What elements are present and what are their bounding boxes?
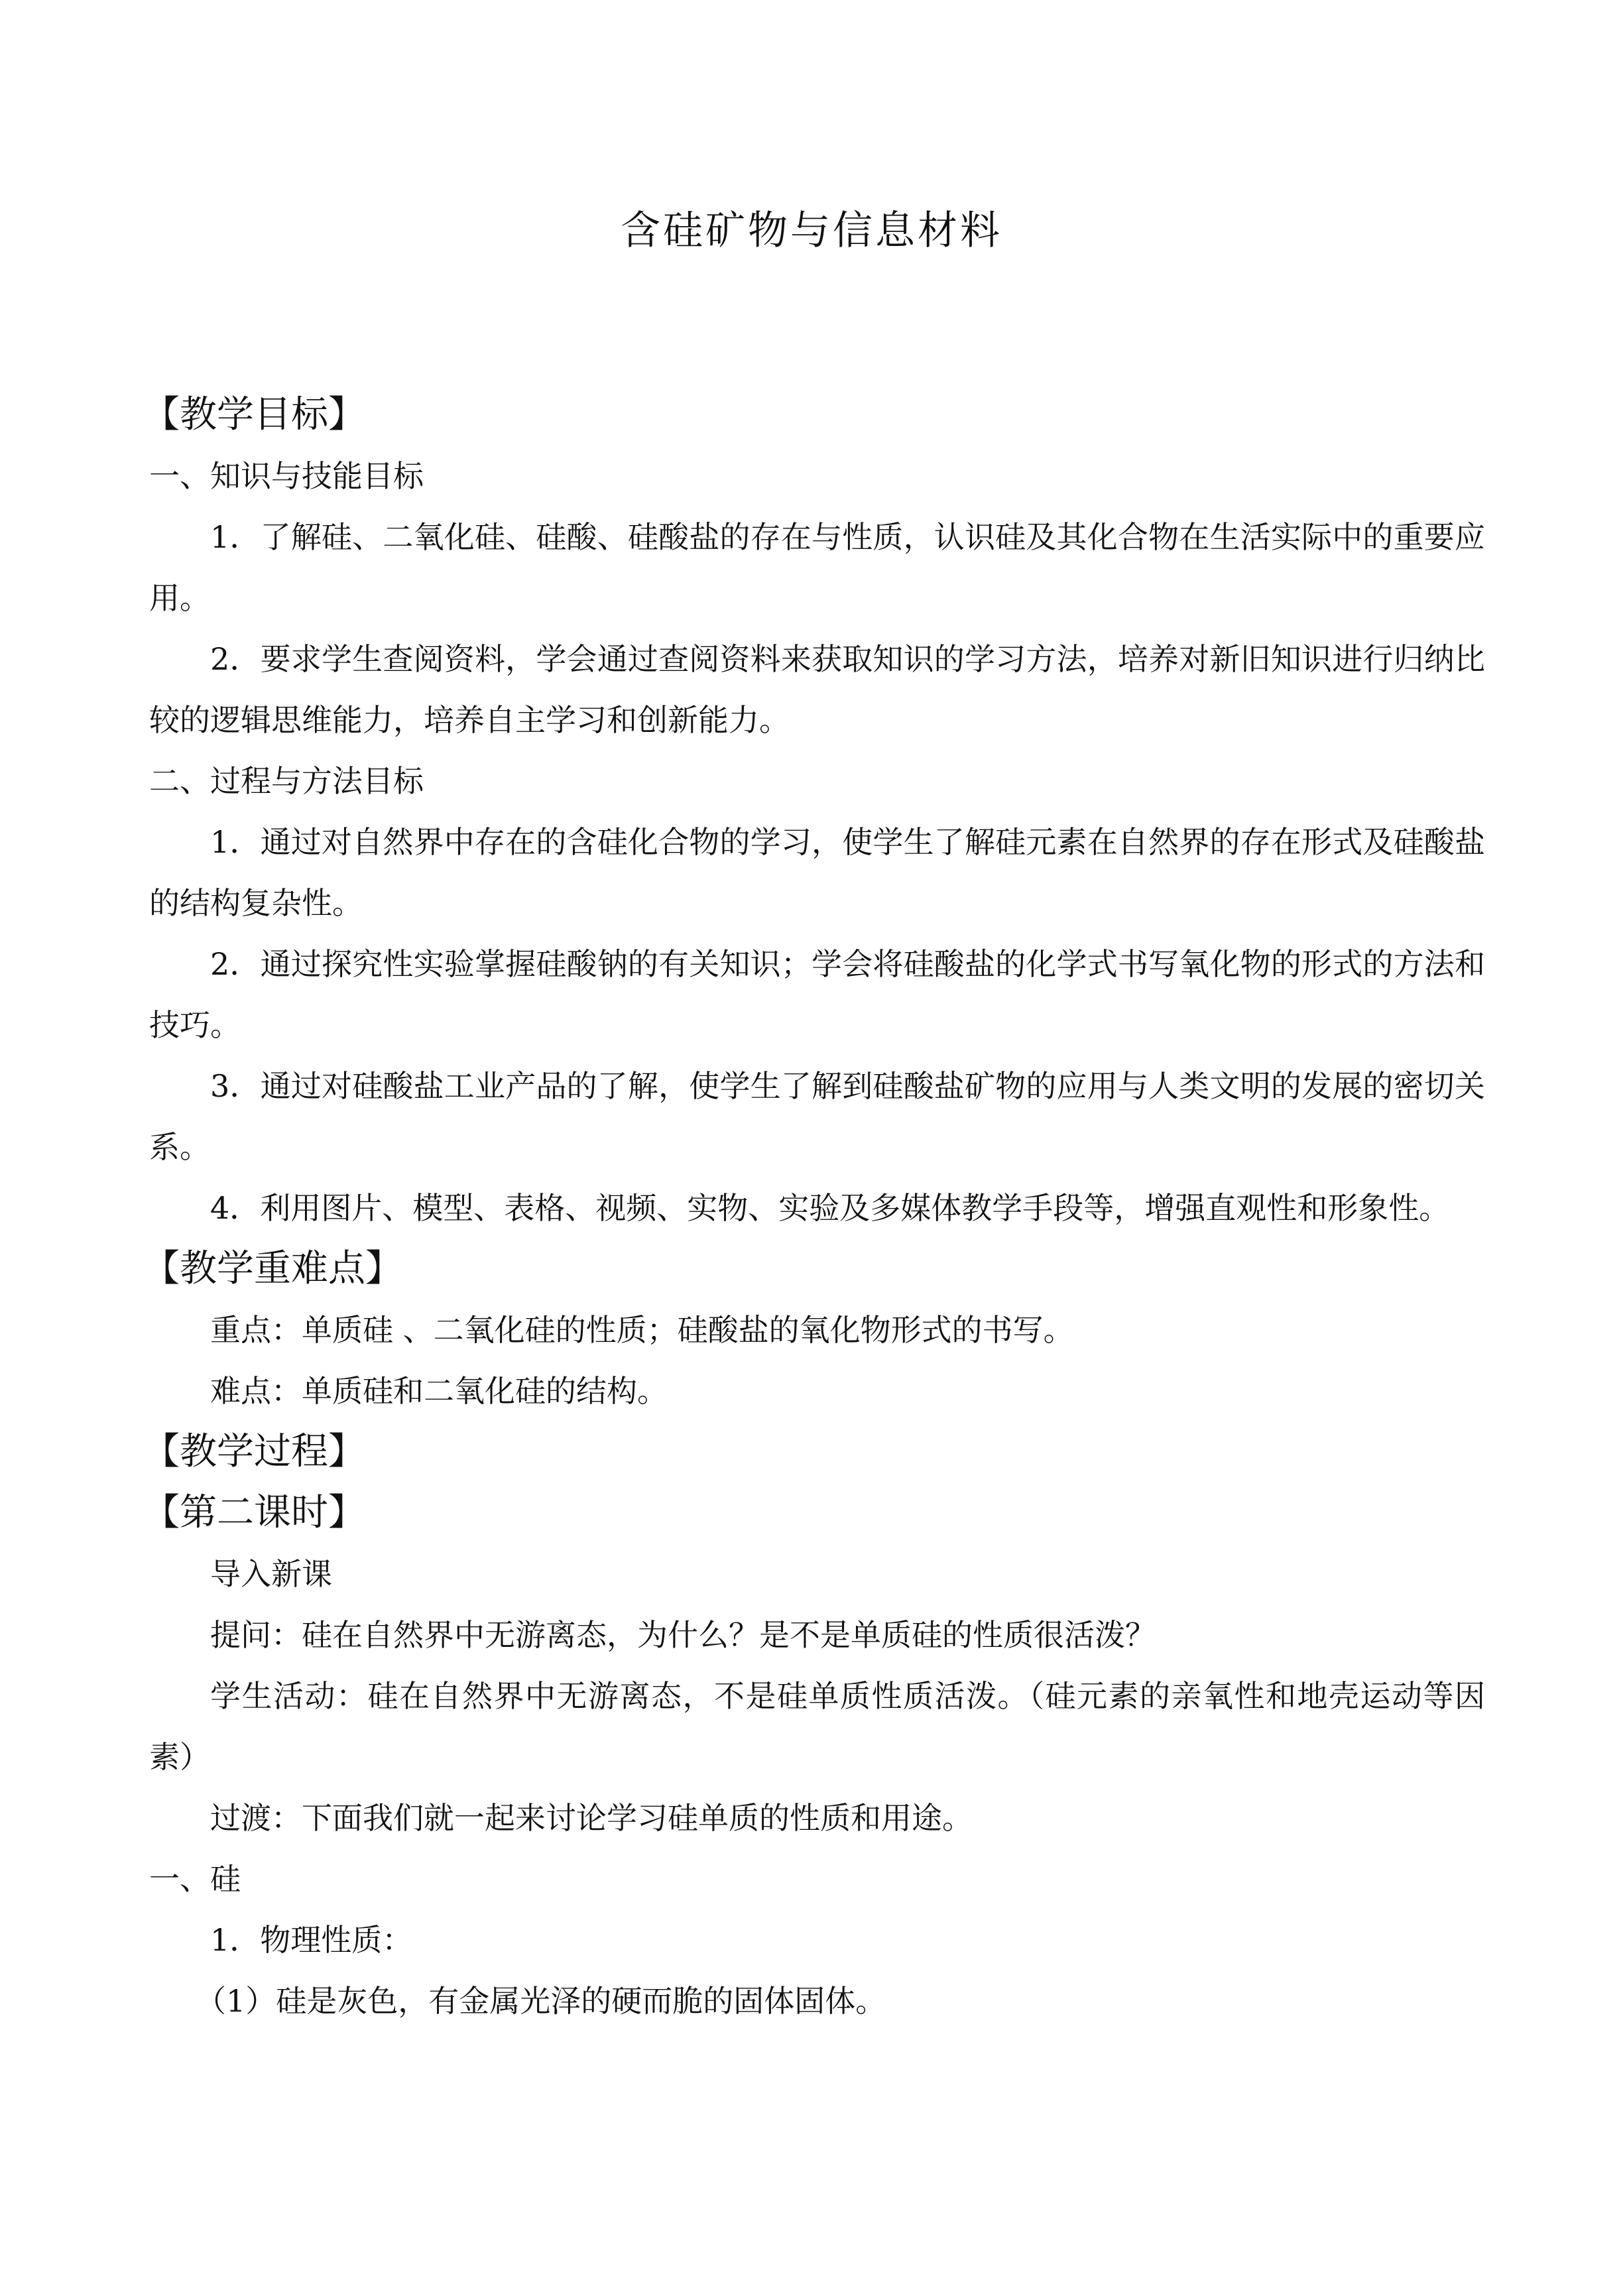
paragraph-knowledge-1: 1．了解硅、二氧化硅、硅酸、硅酸盐的存在与性质，认识硅及其化合物在生活实际中的重要应用。: [149, 519, 1485, 616]
section-heading-process: 【教学过程】: [143, 1430, 365, 1473]
document-title: 含硅矿物与信息材料: [621, 208, 1002, 254]
paragraph-knowledge-2: 2．要求学生查阅资料，学会通过查阅资料来获取知识的学习方法，培养对新旧知识进行归纳比较的逻辑思维能力，培养自主学习和创新能力。: [149, 641, 1485, 738]
subheading-process-method: 二、过程与方法目标: [149, 763, 424, 799]
paragraph-process-3: 3．通过对硅酸盐工业产品的了解，使学生了解到硅酸盐矿物的应用与人类文明的发展的密切关系。: [149, 1068, 1485, 1165]
section-heading-objectives: 【教学目标】: [143, 393, 365, 436]
paragraph-transition: 过渡：下面我们就一起来讨论学习硅单质的性质和用途。: [210, 1800, 973, 1836]
paragraph-question: 提问：硅在自然界中无游离态，为什么？是不是单质硅的性质很活泼？: [210, 1617, 1156, 1653]
paragraph-process-2: 2．通过探究性实验掌握硅酸钠的有关知识；学会将硅酸盐的化学式书写氧化物的形式的方法和技巧。: [149, 946, 1485, 1043]
document-body: [143, 385, 1485, 2031]
section-heading-lesson: 【第二课时】: [143, 1491, 365, 1534]
subheading-knowledge-skills: 一、知识与技能目标: [149, 458, 424, 494]
section-heading-difficulties: 【教学重难点】: [143, 1247, 402, 1290]
paragraph-physical-item-1: （1）硅是灰色，有金属光泽的硬而脆的固体固体。: [196, 1983, 886, 2019]
paragraph-key-focus: 重点：单质硅 、二氧化硅的性质；硅酸盐的氧化物形式的书写。: [210, 1312, 1074, 1348]
paragraph-key-difficulty: 难点：单质硅和二氧化硅的结构。: [210, 1373, 668, 1409]
paragraph-process-4: 4．利用图片、模型、表格、视频、实物、实验及多媒体教学手段等，增强直观性和形象性。: [210, 1190, 1450, 1226]
paragraph-physical-heading: 1．物理性质：: [210, 1922, 413, 1958]
paragraph-student-activity: 学生活动：硅在自然界中无游离态，不是硅单质性质活泼。（硅元素的亲氧性和地壳运动等因素）: [149, 1678, 1485, 1775]
subheading-silicon: 一、硅: [149, 1861, 241, 1897]
paragraph-process-1: 1．通过对自然界中存在的含硅化合物的学习，使学生了解硅元素在自然界的存在形式及硅酸盐的结构复杂性。: [149, 824, 1485, 921]
paragraph-intro: 导入新课: [210, 1556, 332, 1592]
